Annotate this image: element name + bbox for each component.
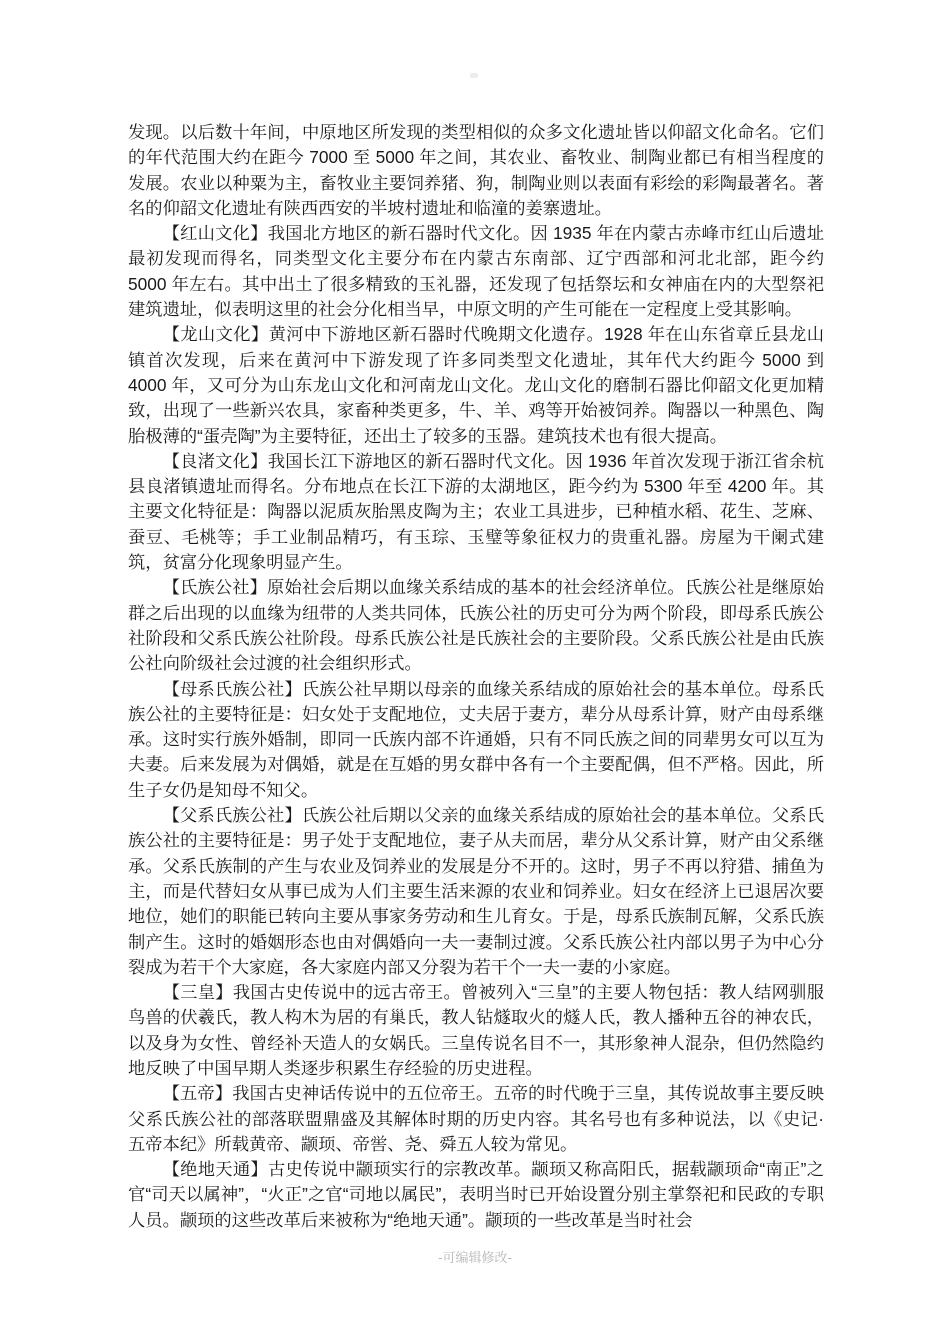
entry-term: 【三皇】 <box>162 982 233 1003</box>
entry-text: 古史传说中颛顼实行的宗教改革。颛顼又称高阳氏，据载颛顼命“南正”之官“司天以属神”，“火正”之官“司地以属民”，表明当时已开始设置分别主掌祭祀和民政的专职人员。颛顼的这些改革后来被称为“绝地天通”。颛顼的一些改革是当时社会 <box>128 1159 824 1230</box>
entry-term: 【父系氏族公社】 <box>162 805 302 826</box>
glossary-entry <box>128 980 824 1081</box>
glossary-entry <box>128 1081 824 1157</box>
entry-text: 我国古史神话传说中的五位帝王。五帝的时代晚于三皇，其传说故事主要反映父系氏族公社的部落联盟鼎盛及其解体时期的历史内容。其名号也有多种说法，以《史记·五帝本纪》所载黄帝、颛顼、帝喾、尧、舜五人较为常见。 <box>128 1083 824 1154</box>
glossary-entry <box>128 677 824 803</box>
entry-text: 黄河中下游地区新石器时代晚期文化遗存。1928 年在山东省章丘县龙山镇首次发现，后来在黄河中下游发现了许多同类型文化遗址，其年代大约距今 5000 到 4000 年，又可分为山东龙山文化和河南龙山文化。龙山文化的磨制石器比仰韶文化更加精致，出现了一些新兴农具，家畜种类更多，牛、羊、鸡等开始被饲养。陶器以一种黑色、陶胎极薄的“蛋壳陶”为主要特征，还出土了较多的玉器。建筑技术也有很大提高。 <box>128 324 824 446</box>
entry-text: 氏族公社后期以父亲的血缘关系结成的原始社会的基本单位。父系氏族公社的主要特征是：男子处于支配地位，妻子从夫而居，辈分从父系计算，财产由父系继承。父系氏族制的产生与农业及饲养业的发展是分不开的。这时，男子不再以狩猎、捕鱼为主，而是代替妇女从事已成为人们主要生活来源的农业和饲养业。妇女在经济上已退居次要地位，她们的职能已转向主要从事家务劳动和生儿育女。于是，母系氏族制瓦解，父系氏族制产生。这时的婚姻形态也由对偶婚向一夫一妻制过渡。父系氏族公社内部以男子为中心分裂成为若干个大家庭，各大家庭内部又分裂为若干个一夫一妻的小家庭。 <box>128 805 824 977</box>
document-body <box>128 120 824 1233</box>
glossary-entry <box>128 221 824 322</box>
entry-text: 我国古史传说中的远古帝王。曾被列入“三皇”的主要人物包括：教人结网驯服鸟兽的伏羲氏，教人构木为居的有巢氏，教人钻燧取火的燧人氏，教人播种五谷的神农氏，以及身为女性、曾经补天造人的女娲氏。三皇传说名目不一，其形象神人混杂，但仍然隐约地反映了中国早期人类逐步积累生存经验的历史进程。 <box>128 982 824 1078</box>
entry-text: 我国长江下游地区的新石器时代文化。因 1936 年首次发现于浙江省余杭县良渚镇遗址而得名。分布地点在长江下游的太湖地区，距今约为 5300 年至 4200 年。其主要文化特征是：陶器以泥质灰胎黑皮陶为主；农业工具进步，已种植水稻、花生、芝麻、蚕豆、毛桃等；手工业制品精巧，有玉琮、玉璧等象征权力的贵重礼器。房屋为干阑式建筑，贫富分化现象明显产生。 <box>128 450 824 573</box>
smudge-mark <box>470 73 478 78</box>
entry-text: 发现。以后数十年间，中原地区所发现的类型相似的众多文化遗址皆以仰韶文化命名。它们的年代范围大约在距今 7000 至 5000 年之间，其农业、畜牧业、制陶业都已有相当程度的发展。农业以种粟为主，畜牧业主要饲养猪、狗，制陶业则以表面有彩绘的彩陶最著名。著名的仰韶文化遗址有陕西西安的半坡村遗址和临潼的姜寨遗址。 <box>128 122 824 218</box>
glossary-entry <box>128 449 824 575</box>
glossary-entry <box>128 575 824 676</box>
entry-term: 【氏族公社】 <box>162 577 268 598</box>
entry-term: 【龙山文化】 <box>162 324 269 345</box>
paragraph-continuation <box>128 120 824 221</box>
entry-term: 【母系氏族公社】 <box>162 678 302 699</box>
footer-watermark: -可编辑修改- <box>438 1251 512 1266</box>
glossary-entry <box>128 322 824 448</box>
entry-term: 【良渚文化】 <box>162 450 268 471</box>
entry-text: 原始社会后期以血缘关系结成的基本的社会经济单位。氏族公社是继原始群之后出现的以血缘为纽带的人类共同体，氏族公社的历史可分为两个阶段，即母系氏族公社阶段和父系氏族公社阶段。母系氏族公社是氏族社会的主要阶段。父系氏族公社是由氏族公社向阶级社会过渡的社会组织形式。 <box>128 577 824 674</box>
entry-text: 我国北方地区的新石器时代文化。因 1935 年在内蒙古赤峰市红山后遗址最初发现而得名，同类型文化主要分布在内蒙古东南部、辽宁西部和河北北部，距今约 5000 年左右。其中出土了很多精致的玉礼器，还发现了包括祭坛和女神庙在内的大型祭祀建筑遗址，似表明这里的社会分化相当早，中原文明的产生可能在一定程度上受其影响。 <box>128 223 824 320</box>
entry-term: 【五帝】 <box>162 1083 233 1104</box>
entry-term: 【绝地天通】 <box>162 1159 268 1180</box>
glossary-entry <box>128 1157 824 1233</box>
glossary-entry <box>128 803 824 980</box>
entry-text: 氏族公社早期以母亲的血缘关系结成的原始社会的基本单位。母系氏族公社的主要特征是：妇女处于支配地位，丈夫居于妻方，辈分从母系计算，财产由母系继承。这时实行族外婚制，即同一氏族内部不许通婚，只有不同氏族之间的同辈男女可以互为夫妻。后来发展为对偶婚，就是在互婚的男女群中各有一个主要配偶，但不严格。因此，所生子女仍是知母不知父。 <box>128 678 824 800</box>
entry-term: 【红山文化】 <box>162 223 268 244</box>
